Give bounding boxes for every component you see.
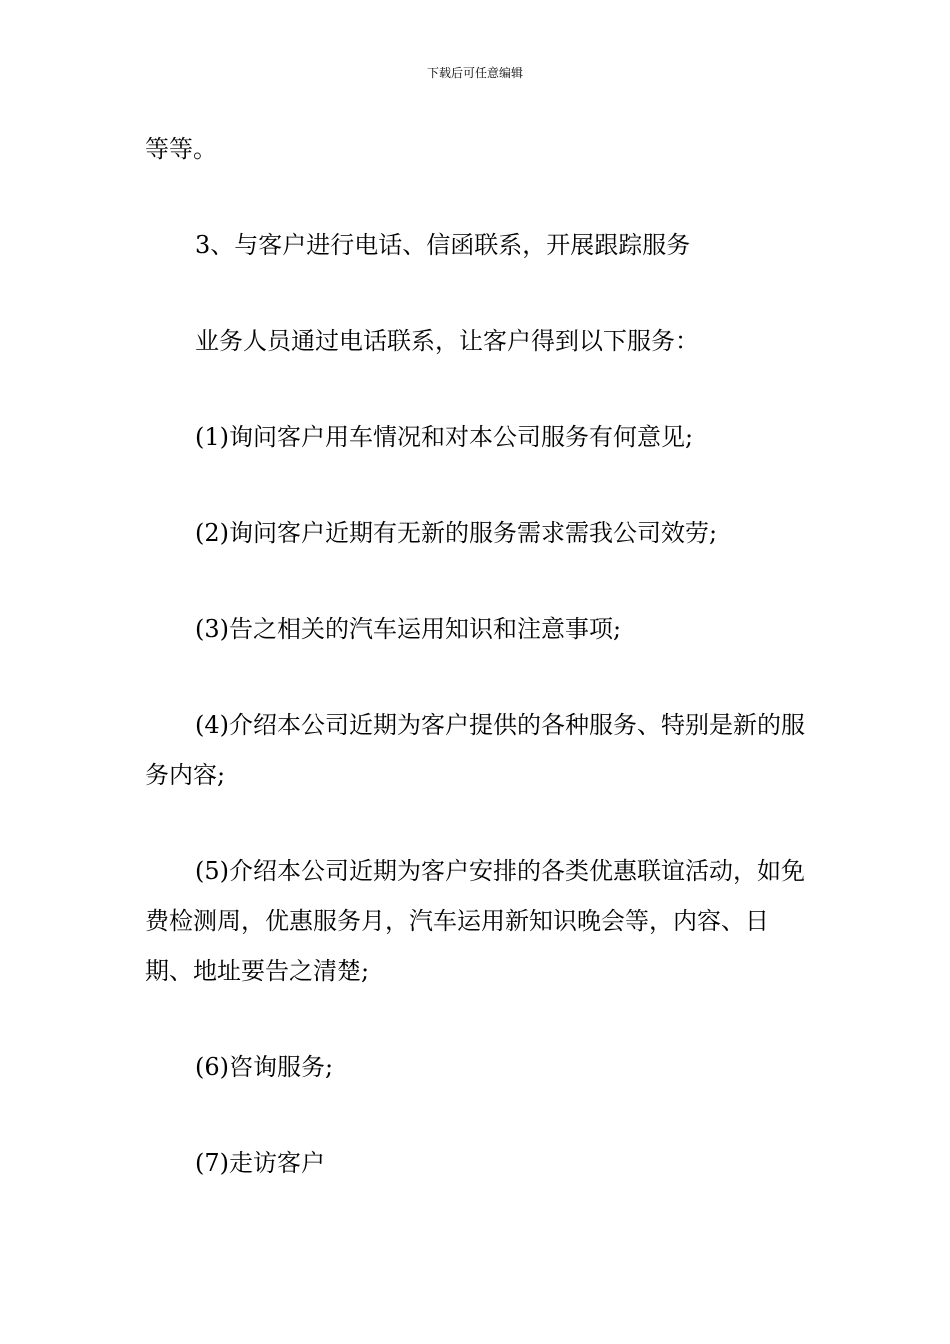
list-item-5: (5)介绍本公司近期为客户安排的各类优惠联谊活动，如免费检测周，优惠服务月，汽车运用新知识晚会等，内容、日期、地址要告之清楚; [145,857,805,985]
paragraph-continuation: 等等。 [145,135,217,163]
page-header-note: 下载后可任意编辑 [426,66,523,80]
document-body [145,124,810,1188]
paragraph-intro: 业务人员通过电话联系，让客户得到以下服务： [195,327,699,355]
list-item-1: (1)询问客户用车情况和对本公司服务有何意见; [195,423,694,451]
list-item-3: (3)告之相关的汽车运用知识和注意事项; [195,615,622,643]
list-item-6: (6)咨询服务; [195,1053,334,1081]
list-item-2: (2)询问客户近期有无新的服务需求需我公司效劳; [195,519,718,547]
list-item-7: (7)走访客户 [195,1149,325,1177]
list-item-4: (4)介绍本公司近期为客户提供的各种服务、特别是新的服务内容; [145,711,805,789]
section-heading-3: 3、与客户进行电话、信函联系，开展跟踪服务 [195,231,691,259]
